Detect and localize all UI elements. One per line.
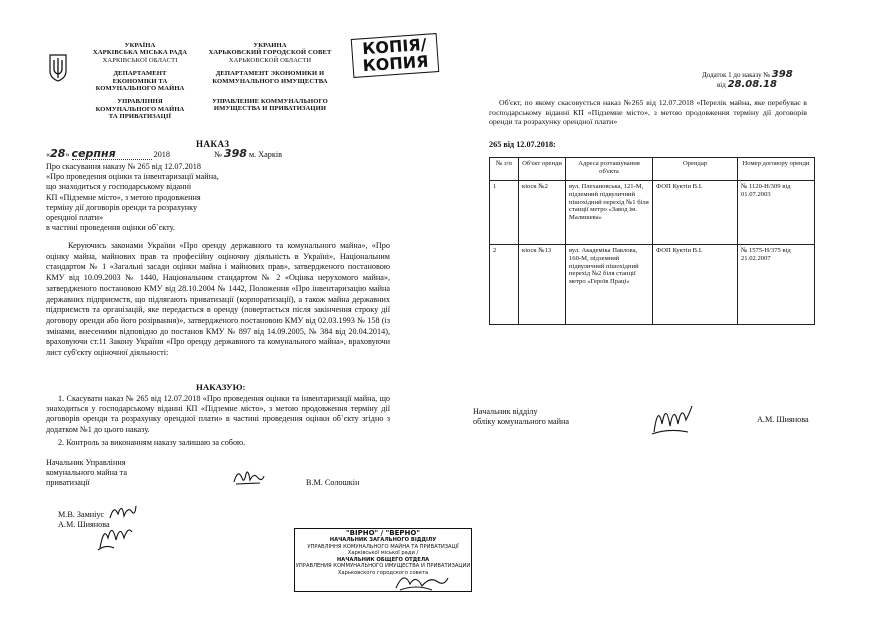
copy-stamp-line2: КОПИЯ xyxy=(362,51,430,76)
annex-date: 28.08.18 xyxy=(727,79,777,90)
coat-of-arms-icon xyxy=(48,54,68,82)
annex-table xyxy=(489,157,815,325)
header-ua-country: УКРАЇНА xyxy=(124,42,156,49)
table-cell: ФОП Куктін В.І. xyxy=(653,181,738,245)
table-cell: кіоск №2 xyxy=(519,181,566,245)
order-item-1: 1. Скасувати наказ № 265 від 12.07.2018 «Про проведення оцінки та інвентаризації майна, що знаходиться у господарському віданні КП «Підземне місто», з метою продовження терміну дії договорів оренди та розрахунку орендної плати» в частині проведення оцінки об`єкту згідно з додатком №1 до цього наказу. xyxy=(46,394,390,434)
table-cell: ФОП Куктін В.І. xyxy=(653,245,738,325)
signature-shyianova-right xyxy=(648,398,696,438)
verno-stamp-line: УПРАВЛЕНИЯ КОММУНАЛЬНОГО ИМУЩЕСТВА И ПРИВАТИЗАЦИИ xyxy=(295,563,471,570)
order-date-month: серпня xyxy=(72,149,152,160)
signer-name: В.М. Солошкін xyxy=(306,478,360,487)
verno-stamp-line: Харьковского городского совета xyxy=(337,569,429,576)
order-city: м. Харків xyxy=(248,150,282,159)
column-header: Адреса розташування об'єкта xyxy=(566,158,653,181)
verno-stamp-line: "ВІРНО" / "ВЕРНО" xyxy=(346,529,420,537)
header-ua-oblast: ХАРКІВСЬКОЇ ОБЛАСТІ xyxy=(102,56,178,64)
verno-stamp-line: НАЧАЛЬНИК ЗАГАЛЬНОГО ВІДДІЛУ xyxy=(329,537,437,543)
subject-line: терміну дії договорів оренди та розрахунку xyxy=(46,202,198,212)
subject-line: КП «Підземне місто», з метою продовження xyxy=(46,192,201,202)
table-cell: кіоск №13 xyxy=(519,245,566,325)
annex-from: від xyxy=(717,81,726,89)
order-date-line: «28» серпня 2018 № 398 м. Харків xyxy=(46,147,282,160)
table-row xyxy=(490,245,815,325)
header-ua-dept3: КОМУНАЛЬНОГО МАЙНА xyxy=(95,85,185,93)
subject-line: в частині проведення оцінки об`єкту. xyxy=(46,223,175,233)
order-heading: НАКАЗУЮ: xyxy=(196,382,246,392)
signer-title-line: комунального майна та xyxy=(46,468,127,478)
header-ua-mgmt2: КОМУНАЛЬНОГО МАЙНА xyxy=(95,105,185,113)
signature-shyianova-left xyxy=(96,518,136,552)
table-cell: вул. Академіка Павлова, 160-М, підземний підвуличний пішохідний перехід №2 біля станції метро «Героїв Праці» xyxy=(566,245,653,325)
annex-signer-title xyxy=(473,407,569,427)
annex-number: 398 xyxy=(771,69,793,80)
annex-signer-name: А.М. Шиянова xyxy=(757,415,809,424)
header-ru-dept1: ДЕПАРТАМЕНТ ЭКОНОМИКИ И xyxy=(215,70,325,78)
table-cell: № 1120-Н/309 від 01.07.2003 xyxy=(738,181,815,245)
header-ua-mgmt1: УПРАВЛІННЯ xyxy=(117,98,163,106)
header-ru-mgmt2: ИМУЩЕСТВА И ПРИВАТИЗАЦИИ xyxy=(213,105,327,113)
annex-intro: Об'єкт, по якому скасовується наказ №265 від 12.07.2018 «Перелік майна, яке перебуває в господарському віданні КП «Підземне місто», з метою продовження терміну дії договорів оренди та розрахунку орендної плати» xyxy=(489,98,807,127)
header-ua xyxy=(80,42,200,121)
verno-stamp-line: Харківської міської ради / xyxy=(347,550,419,557)
table-header-row xyxy=(490,158,815,181)
signature-soloshkin xyxy=(232,466,266,488)
subject-line: «Про проведення оцінки та інвентаризації майна, xyxy=(46,172,219,182)
annex-signer-title-line: Начальник відділу xyxy=(473,407,538,416)
table-cell: № 1575-Н/375 від 21.02.2007 xyxy=(738,245,815,325)
header-ua-council: ХАРКІВСЬКА МІСЬКА РАДА xyxy=(92,49,188,57)
order-title: НАКАЗ xyxy=(196,139,230,149)
order-item-2: 2. Контроль за виконанням наказу залишаю за собою. xyxy=(58,438,246,447)
verno-stamp-line: УПРАВЛІННЯ КОМУНАЛЬНОГО МАЙНА ТА ПРИВАТИЗАЦІЇ xyxy=(307,543,459,550)
copy-stamp-line1: КОПІЯ/ xyxy=(361,34,428,59)
column-header: Орендар xyxy=(653,158,738,181)
order-number: 398 xyxy=(223,147,247,160)
copy-stamp xyxy=(351,33,440,78)
header-ua-dept1: ДЕПАРТАМЕНТ xyxy=(113,70,167,78)
annex-date-line xyxy=(717,80,777,90)
order-date-day: 28 xyxy=(50,147,66,160)
order-subject xyxy=(46,162,256,233)
header-ru-oblast: ХАРЬКОВСКОЙ ОБЛАСТИ xyxy=(228,56,312,64)
order-body: Керуючись законами України «Про оренду державного та комунального майна», «Про оцінку майна, майнових прав та професійну оціночну діяльність в Україні», Національним стандартом № 1 «Загальні засади оцінки майна і майнових прав», затвердженого постановою КМУ від 10.09.2003 № 1440, Національним стандартом № 2 «Оцінка нерухомого майна», затвердженого постановою КМУ від 28.10.2004 № 1442, Положення «Про інвентаризацію майна державних підприємств, що підлягають приватизації (корпоратизації), а також майна державних підприємств та організацій, яке передається в оренду (повертається після закінчення строку дії договору оренди або його розірвання)», затвердженого постановою КМУ від 02.03.1993 № 158 (із змінами, внесеними відповідно до постанов КМУ № 897 від 14.09.2005, № 384 від 20.04.2014), враховуючи ст.11 Закону України «Про оренду державного та комунального майна», враховуючи лист суб'єкту оціночної діяльності: xyxy=(46,241,390,358)
header-ru xyxy=(200,42,340,113)
table-cell: вул. Плехановська, 121-М, підземний підвуличний пішохідний перехід №1 біля станції метро «Завод ім. Малишева» xyxy=(566,181,653,245)
subject-line: орендної плати» xyxy=(46,213,104,223)
header-ru-country: УКРАИНА xyxy=(253,42,287,49)
order-number-prefix: № xyxy=(214,150,222,159)
header-ru-council: ХАРЬКОВСКИЙ ГОРОДСКОЙ СОВЕТ xyxy=(208,49,332,57)
verno-stamp-line: НАЧАЛЬНИК ОБЩЕГО ОТДЕЛА xyxy=(336,556,430,563)
table-cell: 1 xyxy=(490,181,519,245)
annex-table-caption: 265 від 12.07.2018: xyxy=(489,140,556,149)
header-ua-dept2: ЕКОНОМІКИ ТА xyxy=(112,77,168,85)
signature-verno xyxy=(392,566,452,594)
table-cell: 2 xyxy=(490,245,519,325)
signer-title-line: Начальник Управління xyxy=(46,458,126,467)
annex-signer-title-line: обліку комунального майна xyxy=(473,417,570,427)
header-ua-mgmt3: ТА ПРИВАТИЗАЦІЇ xyxy=(108,113,172,121)
column-header: Номер договору оренди xyxy=(738,158,815,181)
subject-line: що знаходиться у господарському віданні xyxy=(46,182,192,192)
prepared-by-line: А.М. Шиянова xyxy=(58,520,110,530)
table-row xyxy=(490,181,815,245)
signer-title xyxy=(46,458,127,489)
order-date-year: 2018 xyxy=(153,150,170,159)
column-header: Об'єкт оренди xyxy=(519,158,566,181)
signer-title-line: приватизації xyxy=(46,478,90,488)
prepared-by-line: М.В. Замніус xyxy=(58,510,105,519)
header-ru-dept2: КОММУНАЛЬНОГО ИМУЩЕСТВА xyxy=(212,77,328,85)
subject-line: Про скасування наказу № 265 від 12.07.2018 xyxy=(46,162,201,171)
header-ru-mgmt1: УПРАВЛЕНИЕ КОММУНАЛЬНОГО xyxy=(212,98,328,106)
column-header: № з/п xyxy=(490,158,519,181)
annex-line: Додаток 1 до наказу № xyxy=(702,71,771,79)
